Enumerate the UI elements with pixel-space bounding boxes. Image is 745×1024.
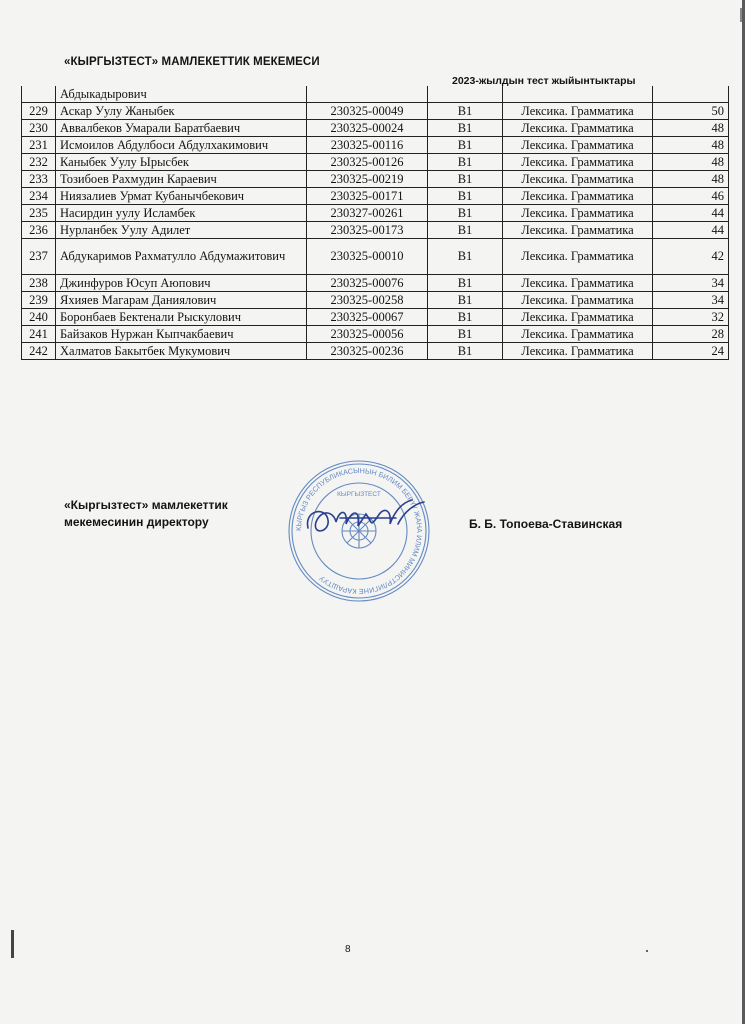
- level-cell: B1: [428, 275, 503, 292]
- row-number: 229: [22, 103, 56, 120]
- results-subtitle: 2023-жылдын тест жыйынтыктары: [452, 75, 636, 87]
- row-number: 236: [22, 222, 56, 239]
- row-number: 232: [22, 154, 56, 171]
- score-cell: 50: [653, 103, 729, 120]
- name-cell: Халматов Бакытбек Мукумович: [56, 343, 307, 360]
- row-number: 239: [22, 292, 56, 309]
- score-cell: 34: [653, 292, 729, 309]
- level-cell: B1: [428, 188, 503, 205]
- section-cell: Лексика. Грамматика: [503, 154, 653, 171]
- level-cell: B1: [428, 154, 503, 171]
- director-title-line2: мекемесинин директору: [64, 515, 209, 529]
- level-cell: B1: [428, 326, 503, 343]
- director-title-line1: «Кыргызтест» мамлекеттик: [64, 498, 228, 512]
- table-row: [22, 309, 729, 326]
- row-number: 240: [22, 309, 56, 326]
- section-cell: Лексика. Грамматика: [503, 326, 653, 343]
- code-cell: 230325-00116: [307, 137, 428, 154]
- level-cell: B1: [428, 137, 503, 154]
- table-row: [22, 188, 729, 205]
- score-cell: 44: [653, 222, 729, 239]
- table-row: [22, 205, 729, 222]
- table-row: [22, 343, 729, 360]
- stamp-center-text: КЫРГЫЗТЕСТ: [337, 491, 381, 498]
- code-cell: 230325-00258: [307, 292, 428, 309]
- table-row: [22, 137, 729, 154]
- section-cell: Лексика. Грамматика: [503, 188, 653, 205]
- score-cell: 48: [653, 171, 729, 188]
- name-cell: Тозибоев Рахмудин Караевич: [56, 171, 307, 188]
- scan-mark: [740, 8, 742, 22]
- level-cell: B1: [428, 103, 503, 120]
- signer-name: Б. Б. Топоева-Ставинская: [469, 517, 623, 531]
- score-cell: 32: [653, 309, 729, 326]
- row-number: 242: [22, 343, 56, 360]
- director-title: [64, 497, 228, 531]
- results-table: [21, 86, 729, 360]
- code-cell: 230325-00173: [307, 222, 428, 239]
- name-cell: Аввалбеков Умарали Баратбаевич: [56, 120, 307, 137]
- row-number: 238: [22, 275, 56, 292]
- section-cell: Лексика. Грамматика: [503, 292, 653, 309]
- row-number: 230: [22, 120, 56, 137]
- row-number: 237: [22, 239, 56, 275]
- section-cell: Лексика. Грамматика: [503, 205, 653, 222]
- level-cell: B1: [428, 120, 503, 137]
- score-cell: 24: [653, 343, 729, 360]
- section-cell: Лексика. Грамматика: [503, 103, 653, 120]
- scan-mark: [11, 930, 14, 958]
- row-number: 241: [22, 326, 56, 343]
- code-cell: 230325-00056: [307, 326, 428, 343]
- name-cell: Насирдин уулу Исламбек: [56, 205, 307, 222]
- section-cell: Лексика. Грамматика: [503, 222, 653, 239]
- table-row: [22, 275, 729, 292]
- row-number: 233: [22, 171, 56, 188]
- level-cell: B1: [428, 343, 503, 360]
- code-cell: 230327-00261: [307, 205, 428, 222]
- code-cell: 230325-00171: [307, 188, 428, 205]
- score-cell: 34: [653, 275, 729, 292]
- code-cell: 230325-00049: [307, 103, 428, 120]
- section-cell: Лексика. Грамматика: [503, 239, 653, 275]
- name-cell: Абдыкадырович: [56, 86, 307, 103]
- code-cell: 230325-00067: [307, 309, 428, 326]
- level-cell: B1: [428, 309, 503, 326]
- section-cell: Лексика. Грамматика: [503, 275, 653, 292]
- score-cell: 44: [653, 205, 729, 222]
- code-cell: 230325-00219: [307, 171, 428, 188]
- level-cell: B1: [428, 239, 503, 275]
- level-cell: B1: [428, 222, 503, 239]
- table-row: [22, 326, 729, 343]
- name-cell: Яхияев Магарам Даниялович: [56, 292, 307, 309]
- section-cell: Лексика. Грамматика: [503, 120, 653, 137]
- table-row: [22, 239, 729, 275]
- name-cell: Каныбек Уулу Ырысбек: [56, 154, 307, 171]
- name-cell: Боронбаев Бектенали Рыскулович: [56, 309, 307, 326]
- row-number: 231: [22, 137, 56, 154]
- table-row: [22, 103, 729, 120]
- page-number: 8: [345, 944, 351, 955]
- scan-dot: [646, 950, 648, 952]
- table-row: [22, 222, 729, 239]
- stamp-ring-text: КЫРГЫЗ РЕСПУБЛИКАСЫНЫН БИЛИМ БЕРҮҮ ЖАНА ИЛИМ МИНИСТРЛИГИНЕ КАРАШТУУ: [293, 465, 425, 597]
- row-number: 234: [22, 188, 56, 205]
- name-cell: Байзаков Нуржан Кыпчакбаевич: [56, 326, 307, 343]
- name-cell: Аскар Уулу Жаныбек: [56, 103, 307, 120]
- row-number: 235: [22, 205, 56, 222]
- section-cell: Лексика. Грамматика: [503, 137, 653, 154]
- table-row: [22, 292, 729, 309]
- score-cell: 48: [653, 120, 729, 137]
- code-cell: 230325-00010: [307, 239, 428, 275]
- section-cell: Лексика. Грамматика: [503, 309, 653, 326]
- level-cell: B1: [428, 292, 503, 309]
- score-cell: 46: [653, 188, 729, 205]
- name-cell: Абдукаримов Рахматулло Абдумажитович: [56, 239, 307, 275]
- score-cell: 28: [653, 326, 729, 343]
- organization-header: «КЫРГЫЗТЕСТ» МАМЛЕКЕТТИК МЕКЕМЕСИ: [64, 56, 320, 68]
- table-row-continuation: [22, 86, 729, 103]
- score-cell: 48: [653, 137, 729, 154]
- table-row: [22, 120, 729, 137]
- level-cell: B1: [428, 205, 503, 222]
- code-cell: 230325-00024: [307, 120, 428, 137]
- section-cell: Лексика. Грамматика: [503, 171, 653, 188]
- name-cell: Исмоилов Абдулбоси Абдулхакимович: [56, 137, 307, 154]
- table-row: [22, 154, 729, 171]
- score-cell: 42: [653, 239, 729, 275]
- director-signature: [300, 488, 440, 548]
- name-cell: Ниязалиев Урмат Кубанычбекович: [56, 188, 307, 205]
- code-cell: 230325-00076: [307, 275, 428, 292]
- table-row: [22, 171, 729, 188]
- level-cell: B1: [428, 171, 503, 188]
- code-cell: 230325-00126: [307, 154, 428, 171]
- code-cell: 230325-00236: [307, 343, 428, 360]
- section-cell: Лексика. Грамматика: [503, 343, 653, 360]
- score-cell: 48: [653, 154, 729, 171]
- name-cell: Нурланбек Уулу Адилет: [56, 222, 307, 239]
- name-cell: Джинфуров Юсуп Аюпович: [56, 275, 307, 292]
